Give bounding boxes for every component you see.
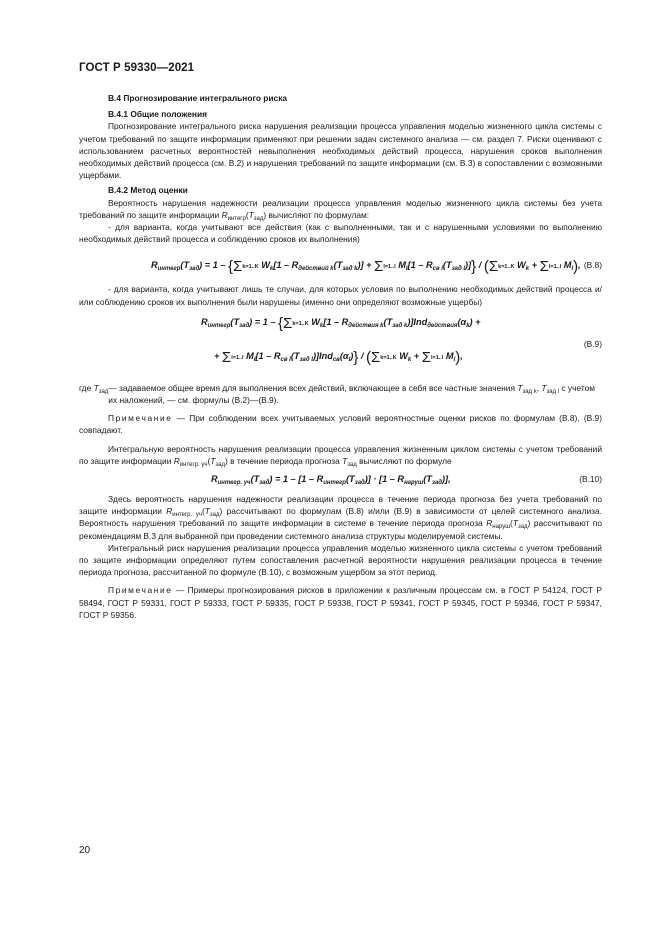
formula-b9-line-1: $R_{интегр}(T_{зад}) = 1 - \{\Sigma k=1..K$ $W_k[1 - R_{действия k}(T_{зад k})]Ind_{действия}(\alpha_k)$ + bbox=[201, 314, 481, 332]
legend-where: где $T_{зад}$ bbox=[79, 382, 109, 395]
page-number: 20 bbox=[79, 845, 91, 856]
note-1: Примечание — При соблюдении всех учитываемых условий вероятностные оценки рисков по формулам (В.8), (В.9) совпадают. bbox=[79, 413, 602, 436]
formula-b8-expression: $R_{интегр}(T_{зад}) = 1 - \{\Sigma k=1..K$ $W_k[1 - R_{действий k}(T_{зад k})] + \Sigma l=1..l$ $M_l[1 - R_{св l}(T_{зад l})]\} / (\Sigma k=1..K$ $W_k + \Sigma l=1..l$ $M_l$), bbox=[151, 258, 581, 276]
paragraph-integral-probability: Интегральную вероятность нарушения реализации процесса управления жизненным циклом системы с учетом требований по защите информации $R_{интегр. уч}(T_{зад})$ в течение периода прогноза $T_{зад}$ вычисляют по формуле bbox=[79, 443, 602, 468]
formula-b10-number: (В.10) bbox=[579, 474, 602, 485]
section-title: В.4 Прогнозирование интегрального риска bbox=[108, 93, 288, 103]
formula-b9-number: (В.9) bbox=[583, 338, 602, 349]
subsection-2-title: В.4.2 Метод оценки bbox=[108, 185, 188, 196]
formula-legend bbox=[79, 382, 602, 406]
legend-text: — задаваемое общее время для выполнения всех действий, включающее в себя все частные значения $T_{зад k}$, $T_{зад l}$ с учетом их наложений, — см. формулы (В.2)—(В.9). bbox=[108, 382, 596, 406]
paragraph-integral-risk: Интегральный риск нарушения реализации процесса управления моделью жизненного цикла системы с учетом требований по защите информации определяют путем сопоставления расчетной вероятности нарушения реализации процесса в течение периода прогноза, рассчитанной по формуле (В.10), с возможным ущербом за этот период. bbox=[79, 542, 602, 578]
paragraph-probability-intro: Вероятность нарушения надежности реализации процесса управления моделью жизненного цикла системы без учета требований по защите информации $R_{интегр}(T_{зад})$ вычисляют по формулам: bbox=[79, 197, 602, 222]
paragraph-variant-violated: - для варианта, когда учитывают лишь те случаи, для которых условия по выполнению необходимых действий процесса и/или соблюдению сроков их выполнения были нарушены (именно они определяют возможные ущербы) bbox=[79, 284, 602, 307]
formula-b9-line-2: + Σl=1..l $M_l[1 - R_{св l}(T_{зад l})]Ind_{св}(\alpha_l)\} / (\Sigma k=1..K$ $W_k + \Sigma l=1..l$ $M_l$), bbox=[214, 348, 463, 366]
page-content bbox=[79, 92, 602, 621]
formula-b10 bbox=[79, 467, 602, 493]
formula-b10-expression: $R_{интегр. уч}(T_{зад}) = 1 - [1 - R_{интегр}(T_{зад})] \cdot [1 - R_{наруш}(T_{зад})]$, bbox=[211, 474, 451, 487]
subsection-1-paragraph: Прогнозирование интегрального риска нарушения реализации процесса управления моделью жизненного цикла системы с учетом требований по защите информации применяют при решении задач системного анализа — см. раздел 7. Риски оценивают с использованием расчетных вероятностей невыполнения необходимых действий процесса, нарушения сроков выполнения необходимых действий процесса (см. В.2) и нарушения требований по защите информации (см. В.3) в сопоставлении с возможными ущербами. bbox=[79, 121, 602, 181]
paragraph-explanation: Здесь вероятность нарушения надежности реализации процесса в течение периода прогноза без учета требований по защите информации $R_{интегр. уч}(T_{зад})$ рассчитывают по формулам (В.8) и/или (В.9) в зависимости от целей системного анализа. Вероятность нарушения требований по защите информации в системе в течение периода прогноза $R_{наруш}(T_{зад})$ рассчитывают по рекомендациям В.3 для выбранной при проведении системного анализа структуры моделируемой системы. bbox=[79, 494, 602, 541]
subsection-1-title: В.4.1 Общие положения bbox=[108, 109, 207, 120]
formula-b9 bbox=[79, 308, 602, 380]
standard-header: ГОСТ Р 59330—2021 bbox=[79, 62, 195, 74]
paragraph-variant-all: - для варианта, когда учитывают все действия (как с выполненными, так и с нарушенными условиями по выполнению необходимых действий процесса и соблюдению сроков их выполнения) bbox=[79, 222, 602, 245]
formula-b8 bbox=[79, 245, 602, 283]
note-2: Примечание — Примеры прогнозирования рисков в приложении к различным процессам см. в ГОСТ Р 54124, ГОСТ Р 58494, ГОСТ Р 59331, ГОСТ Р 59333, ГОСТ Р 59335, ГОСТ Р 59338, ГОСТ Р 59341, ГОСТ Р 59345, ГОСТ Р 59346, ГОСТ Р 59347, ГОСТ Р 59356. bbox=[79, 585, 602, 620]
formula-b8-number: (В.8) bbox=[583, 260, 602, 271]
